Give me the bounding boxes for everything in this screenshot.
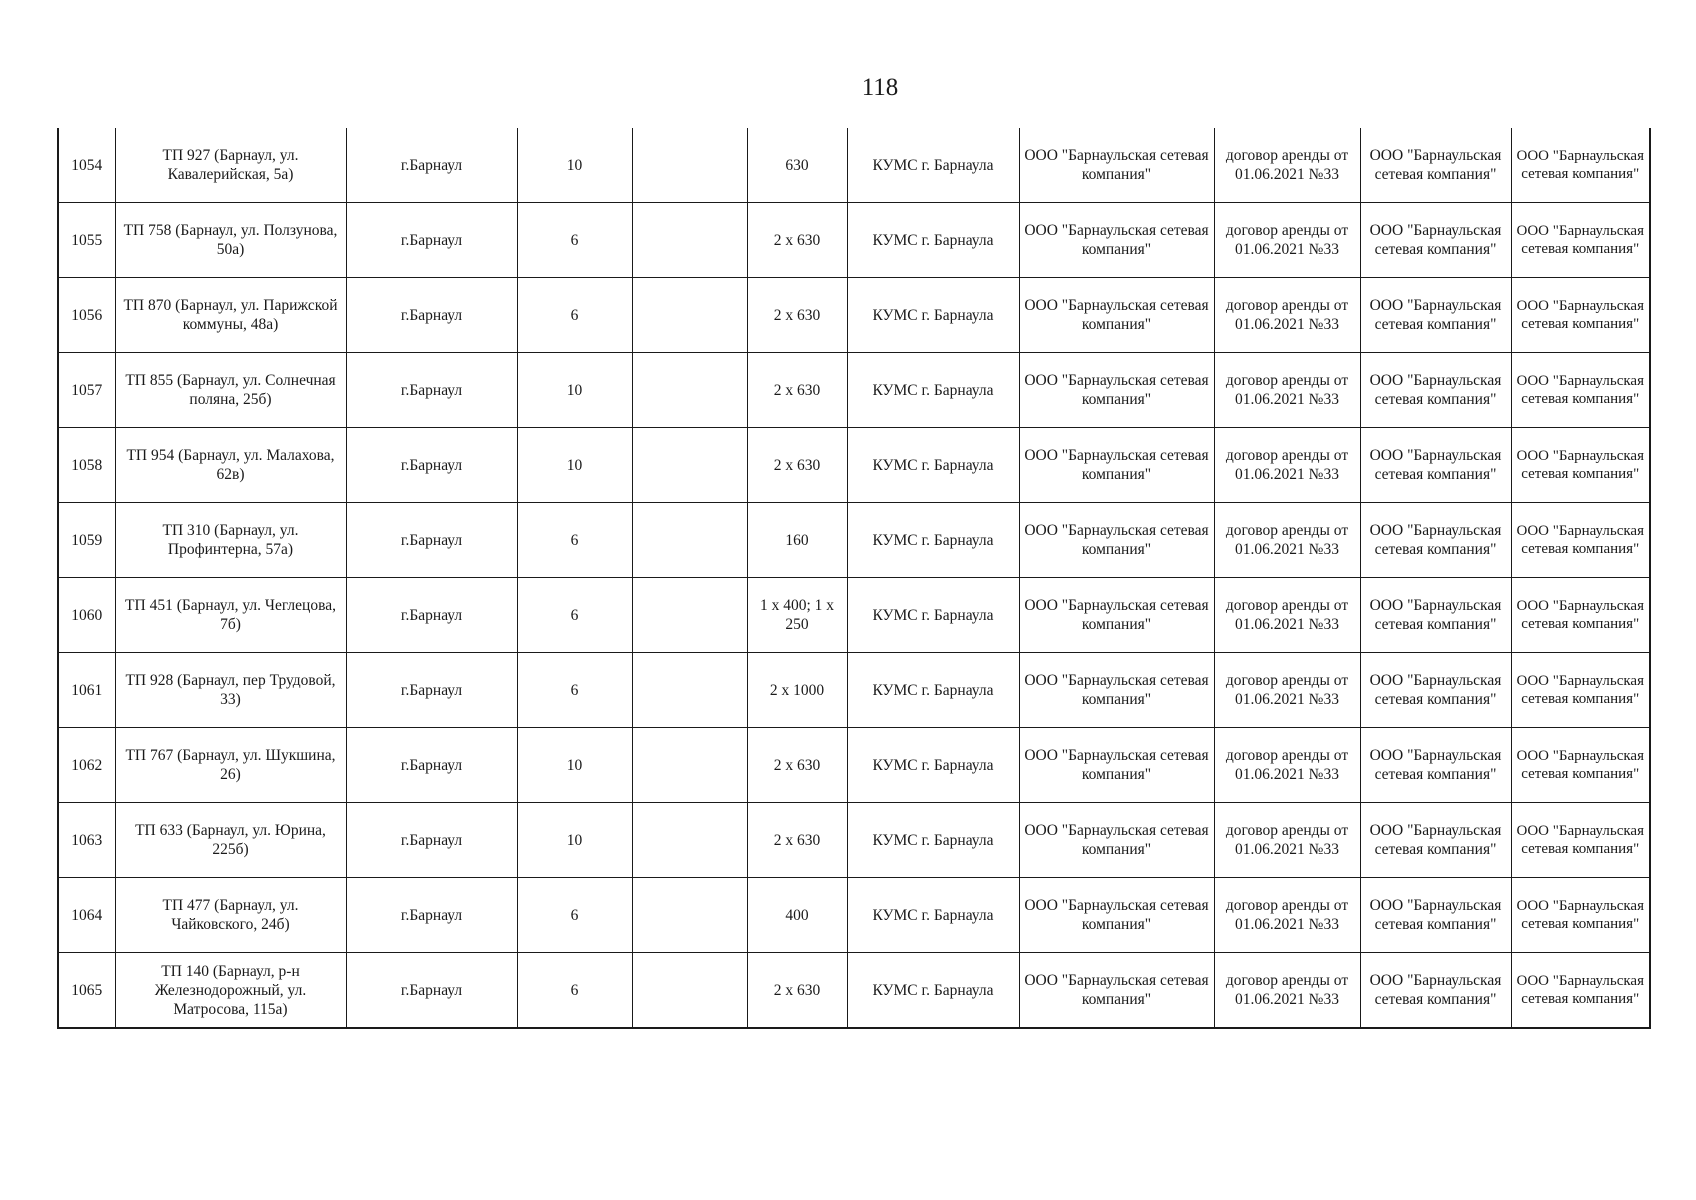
cell-power: 160 bbox=[747, 503, 847, 578]
cell-holder: ООО "Барнаульская сетевая компания" bbox=[1019, 278, 1214, 353]
cell-number: 1063 bbox=[58, 803, 115, 878]
cell-city: г.Барнаул bbox=[346, 428, 517, 503]
cell-number: 1064 bbox=[58, 878, 115, 953]
table-row bbox=[58, 203, 1650, 278]
cell-voltage: 6 bbox=[517, 278, 632, 353]
cell-object: ТП 451 (Барнаул, ул. Чеглецова, 7б) bbox=[115, 578, 346, 653]
cell-holder: ООО "Барнаульская сетевая компания" bbox=[1019, 953, 1214, 1029]
cell-number: 1054 bbox=[58, 128, 115, 203]
cell-empty bbox=[632, 353, 747, 428]
cell-object: ТП 140 (Барнаул, р-н Железнодорожный, ул. Матросова, 115а) bbox=[115, 953, 346, 1029]
cell-power: 2 x 630 bbox=[747, 203, 847, 278]
cell-object: ТП 954 (Барнаул, ул. Малахова, 62в) bbox=[115, 428, 346, 503]
cell-holder: ООО "Барнаульская сетевая компания" bbox=[1019, 653, 1214, 728]
cell-operator: ООО "Барнаульская сетевая компания" bbox=[1360, 653, 1511, 728]
page-number: 118 bbox=[861, 74, 899, 101]
cell-number: 1060 bbox=[58, 578, 115, 653]
cell-owner: КУМС г. Барнаула bbox=[847, 878, 1019, 953]
cell-operator: ООО "Барнаульская сетевая компания" bbox=[1360, 803, 1511, 878]
cell-power: 400 bbox=[747, 878, 847, 953]
cell-operator: ООО "Барнаульская сетевая компания" bbox=[1360, 353, 1511, 428]
table-row bbox=[58, 653, 1650, 728]
cell-object: ТП 928 (Барнаул, пер Трудовой, 33) bbox=[115, 653, 346, 728]
cell-holder: ООО "Барнаульская сетевая компания" bbox=[1019, 803, 1214, 878]
cell-city: г.Барнаул bbox=[346, 278, 517, 353]
table-row bbox=[58, 953, 1650, 1029]
cell-power: 2 x 630 bbox=[747, 278, 847, 353]
cell-holder: ООО "Барнаульская сетевая компания" bbox=[1019, 428, 1214, 503]
cell-operator: ООО "Барнаульская сетевая компания" bbox=[1360, 128, 1511, 203]
cell-object: ТП 767 (Барнаул, ул. Шукшина, 26) bbox=[115, 728, 346, 803]
cell-city: г.Барнаул bbox=[346, 503, 517, 578]
cell-owner: КУМС г. Барнаула bbox=[847, 653, 1019, 728]
cell-basis: договор аренды от 01.06.2021 №33 bbox=[1214, 203, 1360, 278]
cell-user: ООО "Барнаульская сетевая компания" bbox=[1511, 653, 1650, 728]
cell-city: г.Барнаул bbox=[346, 353, 517, 428]
cell-voltage: 6 bbox=[517, 503, 632, 578]
cell-voltage: 6 bbox=[517, 203, 632, 278]
cell-user: ООО "Барнаульская сетевая компания" bbox=[1511, 578, 1650, 653]
cell-power: 2 x 630 bbox=[747, 353, 847, 428]
cell-holder: ООО "Барнаульская сетевая компания" bbox=[1019, 203, 1214, 278]
cell-empty bbox=[632, 203, 747, 278]
cell-operator: ООО "Барнаульская сетевая компания" bbox=[1360, 578, 1511, 653]
cell-holder: ООО "Барнаульская сетевая компания" bbox=[1019, 878, 1214, 953]
cell-empty bbox=[632, 278, 747, 353]
registry-table bbox=[57, 128, 1651, 1029]
cell-object: ТП 758 (Барнаул, ул. Ползунова, 50а) bbox=[115, 203, 346, 278]
cell-number: 1055 bbox=[58, 203, 115, 278]
cell-operator: ООО "Барнаульская сетевая компания" bbox=[1360, 203, 1511, 278]
table-row bbox=[58, 578, 1650, 653]
cell-object: ТП 477 (Барнаул, ул. Чайковского, 24б) bbox=[115, 878, 346, 953]
cell-empty bbox=[632, 953, 747, 1029]
cell-power: 2 x 630 bbox=[747, 953, 847, 1029]
cell-user: ООО "Барнаульская сетевая компания" bbox=[1511, 953, 1650, 1029]
cell-user: ООО "Барнаульская сетевая компания" bbox=[1511, 728, 1650, 803]
cell-city: г.Барнаул bbox=[346, 953, 517, 1029]
cell-basis: договор аренды от 01.06.2021 №33 bbox=[1214, 728, 1360, 803]
cell-user: ООО "Барнаульская сетевая компания" bbox=[1511, 503, 1650, 578]
cell-voltage: 10 bbox=[517, 803, 632, 878]
cell-empty bbox=[632, 728, 747, 803]
cell-owner: КУМС г. Барнаула bbox=[847, 278, 1019, 353]
table-row bbox=[58, 353, 1650, 428]
cell-owner: КУМС г. Барнаула bbox=[847, 728, 1019, 803]
cell-number: 1059 bbox=[58, 503, 115, 578]
table-row bbox=[58, 278, 1650, 353]
cell-object: ТП 870 (Барнаул, ул. Парижской коммуны, 48а) bbox=[115, 278, 346, 353]
table-row bbox=[58, 878, 1650, 953]
cell-holder: ООО "Барнаульская сетевая компания" bbox=[1019, 128, 1214, 203]
cell-empty bbox=[632, 128, 747, 203]
cell-power: 2 x 630 bbox=[747, 428, 847, 503]
cell-holder: ООО "Барнаульская сетевая компания" bbox=[1019, 728, 1214, 803]
table-row bbox=[58, 503, 1650, 578]
cell-owner: КУМС г. Барнаула bbox=[847, 128, 1019, 203]
cell-owner: КУМС г. Барнаула bbox=[847, 578, 1019, 653]
cell-user: ООО "Барнаульская сетевая компания" bbox=[1511, 353, 1650, 428]
table-row bbox=[58, 803, 1650, 878]
cell-object: ТП 310 (Барнаул, ул. Профинтерна, 57а) bbox=[115, 503, 346, 578]
cell-number: 1065 bbox=[58, 953, 115, 1029]
cell-holder: ООО "Барнаульская сетевая компания" bbox=[1019, 578, 1214, 653]
cell-voltage: 10 bbox=[517, 428, 632, 503]
cell-power: 2 x 630 bbox=[747, 728, 847, 803]
cell-power: 630 bbox=[747, 128, 847, 203]
cell-owner: КУМС г. Барнаула bbox=[847, 503, 1019, 578]
cell-basis: договор аренды от 01.06.2021 №33 bbox=[1214, 803, 1360, 878]
cell-voltage: 6 bbox=[517, 953, 632, 1029]
cell-power: 2 x 630 bbox=[747, 803, 847, 878]
cell-user: ООО "Барнаульская сетевая компания" bbox=[1511, 428, 1650, 503]
cell-basis: договор аренды от 01.06.2021 №33 bbox=[1214, 353, 1360, 428]
cell-voltage: 10 bbox=[517, 353, 632, 428]
cell-city: г.Барнаул bbox=[346, 653, 517, 728]
cell-empty bbox=[632, 503, 747, 578]
cell-basis: договор аренды от 01.06.2021 №33 bbox=[1214, 278, 1360, 353]
cell-voltage: 6 bbox=[517, 653, 632, 728]
cell-city: г.Барнаул bbox=[346, 803, 517, 878]
cell-owner: КУМС г. Барнаула bbox=[847, 953, 1019, 1029]
cell-number: 1057 bbox=[58, 353, 115, 428]
cell-empty bbox=[632, 878, 747, 953]
cell-basis: договор аренды от 01.06.2021 №33 bbox=[1214, 578, 1360, 653]
table-row bbox=[58, 728, 1650, 803]
cell-number: 1056 bbox=[58, 278, 115, 353]
cell-basis: договор аренды от 01.06.2021 №33 bbox=[1214, 428, 1360, 503]
cell-operator: ООО "Барнаульская сетевая компания" bbox=[1360, 503, 1511, 578]
cell-user: ООО "Барнаульская сетевая компания" bbox=[1511, 803, 1650, 878]
cell-empty bbox=[632, 653, 747, 728]
cell-owner: КУМС г. Барнаула bbox=[847, 353, 1019, 428]
cell-city: г.Барнаул bbox=[346, 578, 517, 653]
cell-voltage: 10 bbox=[517, 728, 632, 803]
cell-city: г.Барнаул bbox=[346, 878, 517, 953]
cell-number: 1061 bbox=[58, 653, 115, 728]
cell-basis: договор аренды от 01.06.2021 №33 bbox=[1214, 953, 1360, 1029]
cell-empty bbox=[632, 428, 747, 503]
cell-object: ТП 633 (Барнаул, ул. Юрина, 225б) bbox=[115, 803, 346, 878]
cell-city: г.Барнаул bbox=[346, 203, 517, 278]
cell-basis: договор аренды от 01.06.2021 №33 bbox=[1214, 503, 1360, 578]
cell-city: г.Барнаул bbox=[346, 728, 517, 803]
table-body bbox=[58, 128, 1650, 1028]
cell-owner: КУМС г. Барнаула bbox=[847, 428, 1019, 503]
cell-object: ТП 855 (Барнаул, ул. Солнечная поляна, 25б) bbox=[115, 353, 346, 428]
cell-power: 2 x 1000 bbox=[747, 653, 847, 728]
cell-operator: ООО "Барнаульская сетевая компания" bbox=[1360, 953, 1511, 1029]
cell-user: ООО "Барнаульская сетевая компания" bbox=[1511, 878, 1650, 953]
cell-empty bbox=[632, 803, 747, 878]
cell-basis: договор аренды от 01.06.2021 №33 bbox=[1214, 128, 1360, 203]
cell-user: ООО "Барнаульская сетевая компания" bbox=[1511, 128, 1650, 203]
cell-user: ООО "Барнаульская сетевая компания" bbox=[1511, 203, 1650, 278]
cell-voltage: 10 bbox=[517, 128, 632, 203]
cell-voltage: 6 bbox=[517, 878, 632, 953]
cell-user: ООО "Барнаульская сетевая компания" bbox=[1511, 278, 1650, 353]
cell-basis: договор аренды от 01.06.2021 №33 bbox=[1214, 878, 1360, 953]
cell-number: 1062 bbox=[58, 728, 115, 803]
cell-holder: ООО "Барнаульская сетевая компания" bbox=[1019, 503, 1214, 578]
cell-operator: ООО "Барнаульская сетевая компания" bbox=[1360, 428, 1511, 503]
cell-operator: ООО "Барнаульская сетевая компания" bbox=[1360, 878, 1511, 953]
cell-holder: ООО "Барнаульская сетевая компания" bbox=[1019, 353, 1214, 428]
cell-empty bbox=[632, 578, 747, 653]
cell-power: 1 x 400; 1 x 250 bbox=[747, 578, 847, 653]
cell-object: ТП 927 (Барнаул, ул. Кавалерийская, 5а) bbox=[115, 128, 346, 203]
cell-operator: ООО "Барнаульская сетевая компания" bbox=[1360, 728, 1511, 803]
table-row bbox=[58, 128, 1650, 203]
cell-number: 1058 bbox=[58, 428, 115, 503]
cell-basis: договор аренды от 01.06.2021 №33 bbox=[1214, 653, 1360, 728]
cell-owner: КУМС г. Барнаула bbox=[847, 803, 1019, 878]
cell-city: г.Барнаул bbox=[346, 128, 517, 203]
cell-operator: ООО "Барнаульская сетевая компания" bbox=[1360, 278, 1511, 353]
cell-owner: КУМС г. Барнаула bbox=[847, 203, 1019, 278]
cell-voltage: 6 bbox=[517, 578, 632, 653]
table-row bbox=[58, 428, 1650, 503]
